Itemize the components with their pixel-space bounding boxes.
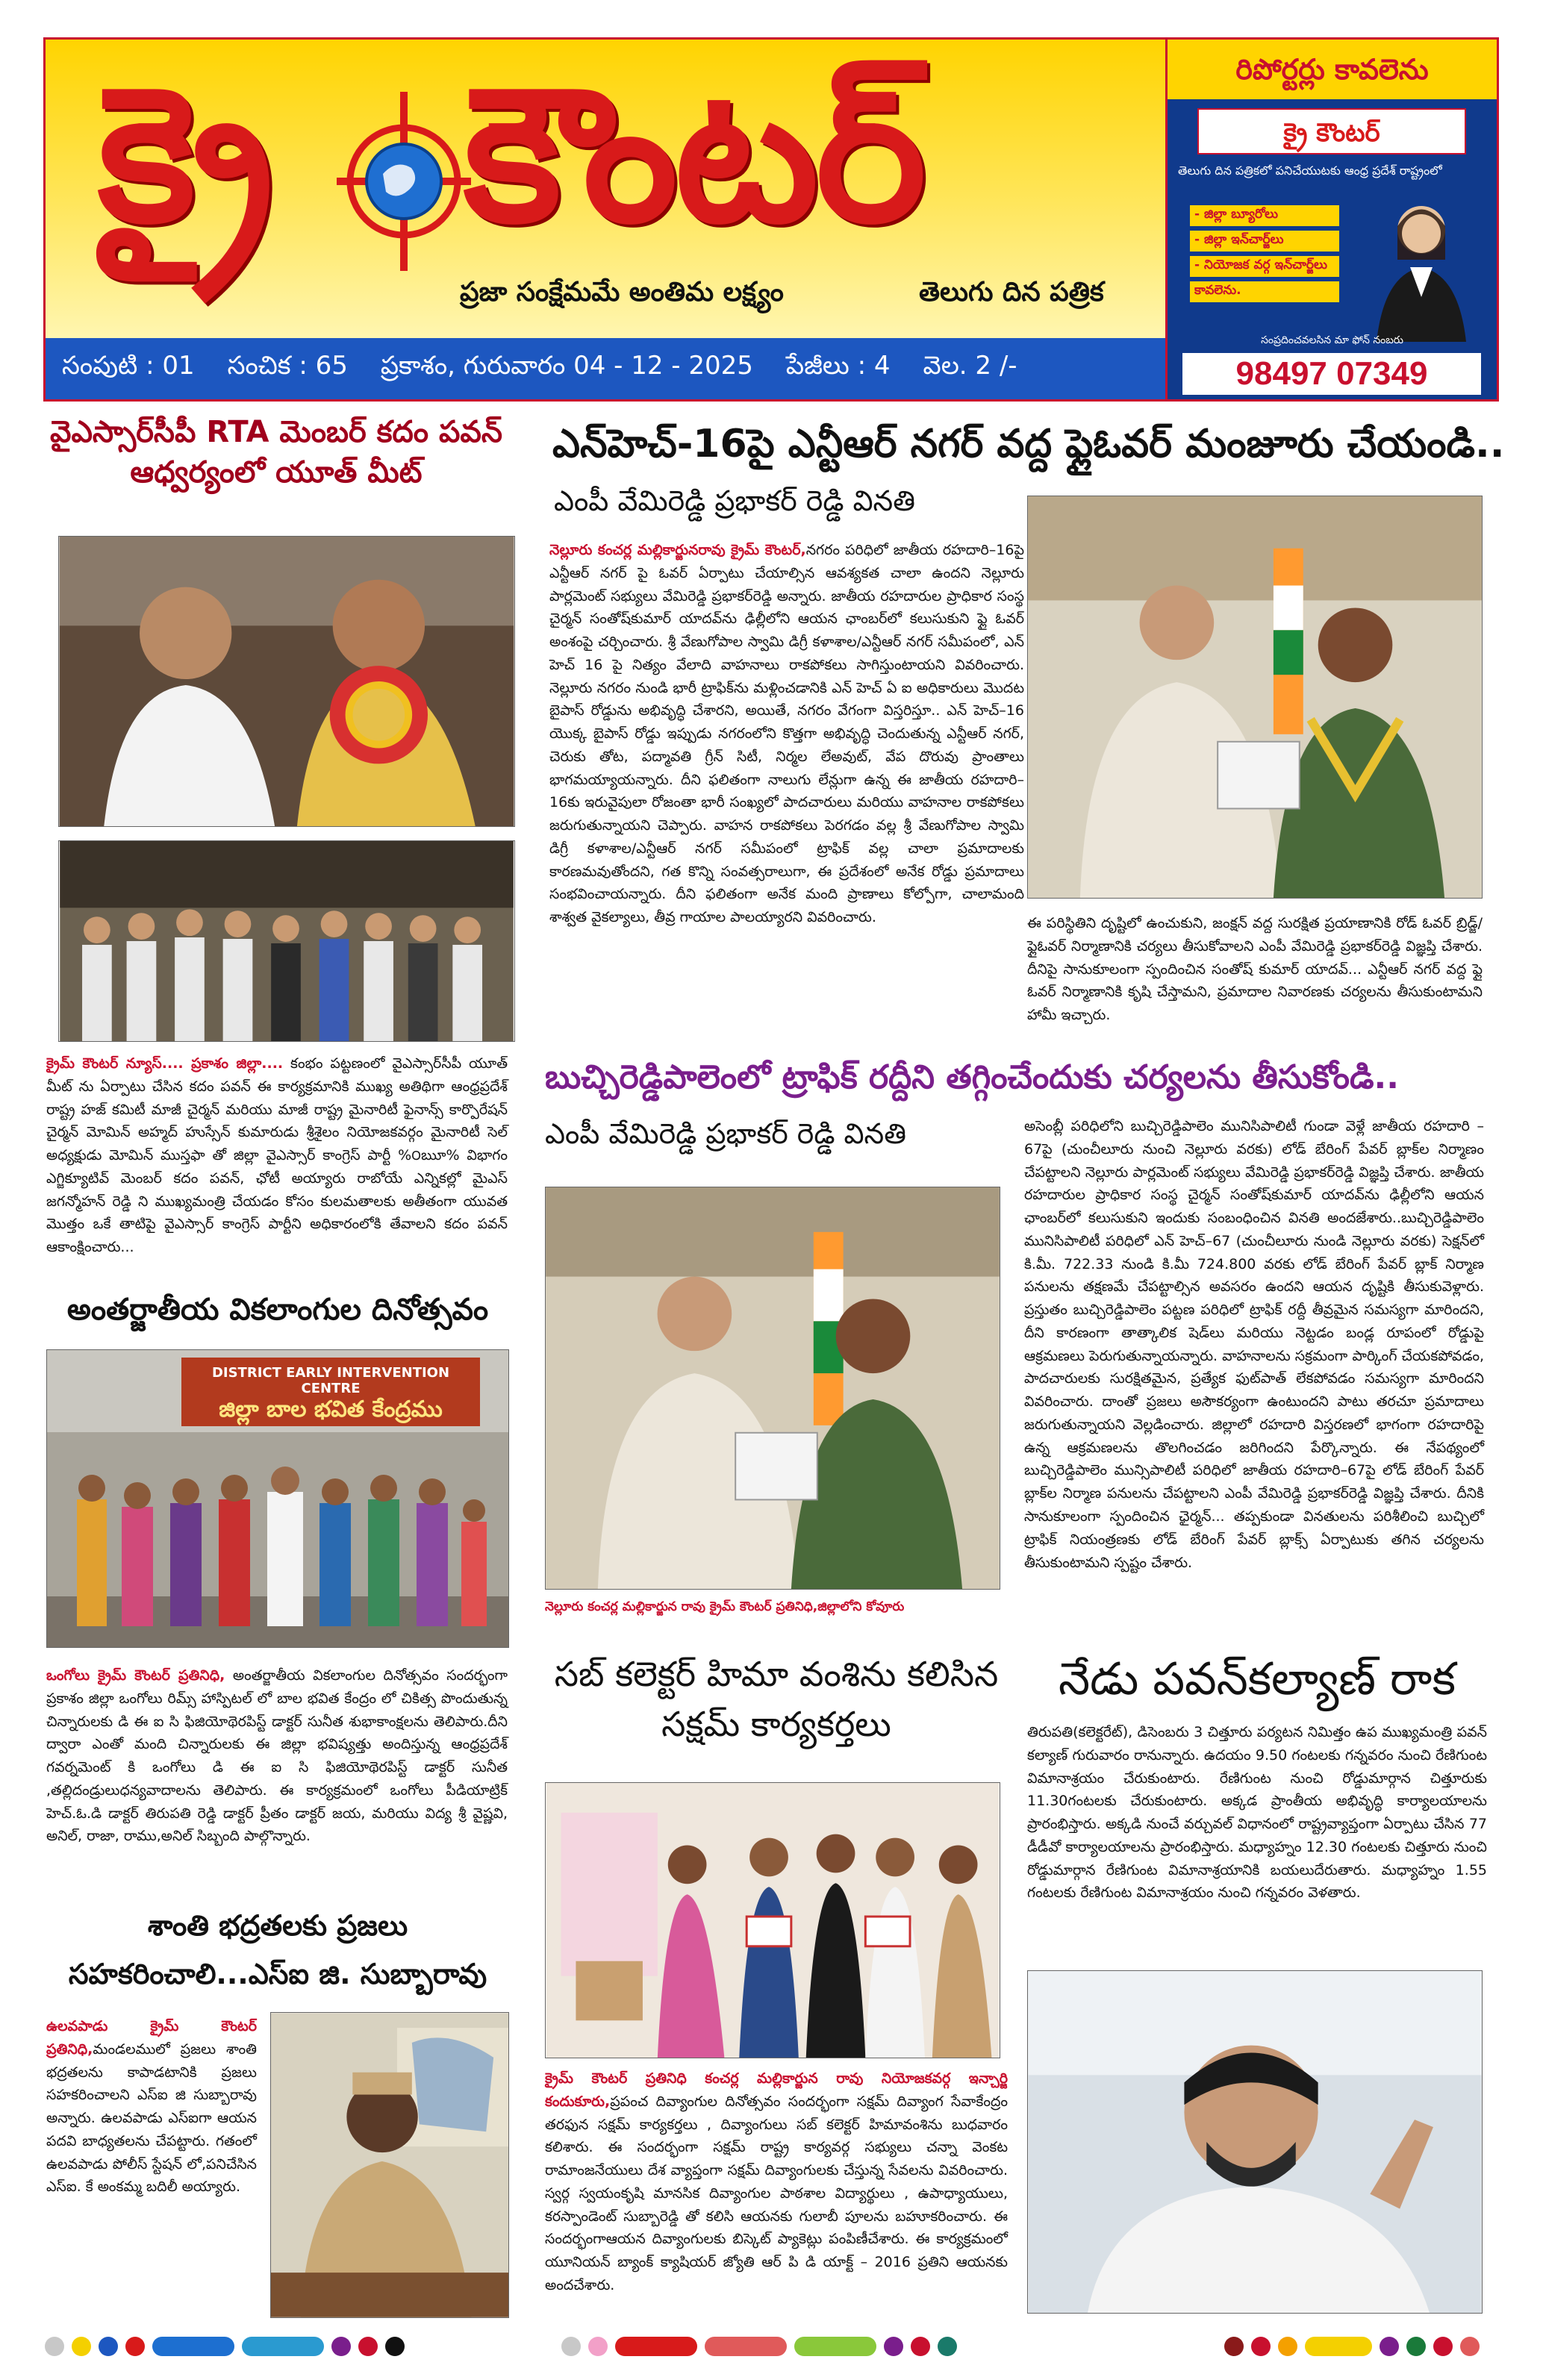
color-bar — [794, 2337, 876, 2356]
disability-dateline: ఒంగోలు క్రైమ్ కౌంటర్ ప్రతినిధి, — [46, 1667, 225, 1684]
rta-dateline: క్రైమ్ కౌంటర్ న్యూస్.... ప్రకాశం జిల్లా.... — [46, 1055, 284, 1072]
buchi-caption-text: నెల్లూరు కంచర్ల మల్లికార్జున రావు క్రైమ్ కౌంటర్ ప్రతినిధి,జిల్లాలోని కోవూరు — [545, 1599, 905, 1614]
board-english-text: DISTRICT EARLY INTERVENTION CENTRE — [211, 1365, 450, 1396]
reporters-wanted-ad — [1165, 40, 1497, 399]
flyover-side-text: ఈ పరిస్థితిని దృష్టిలో ఉంచుకుని, జంక్షన్ వద్ద సురక్షిత ప్రయాణానికి రోడ్ ఓవర్ బ్రిడ్జ్/ఫ్లైఓవర్ నిర్మాణానికి చర్యలు తీసుకోవాలని ఎంపీ వేమిరెడ్డి ప్రభాకర్‌రెడ్డి విజ్ఞప్తి చేశారు. దీనిపై సానుకూలంగా స్పందించిన సంతోష్ కుమార్ యాదవ్... ఎన్టీఆర్ నగర్ వద్ద ఫ్లై ఓవర్ నిర్మాణానికి కృషి చేస్తామని, ప్రమాదాల నివారణకు చర్యలను తీసుకుంటామని హామీ ఇచ్చారు. — [1027, 915, 1483, 1024]
buchi-photo — [545, 1187, 1000, 1590]
color-dot — [588, 2337, 608, 2356]
issue-price: వెల. 2 /- — [923, 351, 1017, 381]
disability-body — [46, 1664, 508, 1848]
ad-position-item: - జిల్లా ఇన్‌చార్జ్‌లు — [1190, 231, 1339, 252]
buchi-body: అసెంబ్లీ పరిధిలోని బుచ్చిరెడ్డిపాలెం మునిసిపాలిటీ గుండా వెళ్లే జాతీయ రహదారి –67పై (చుంచీలూరు నుంచి నెల్లూరు వరకు) లోడ్ బేరింగ్ పేవర్ బ్లాక్‌ల నిర్మాణం చేపట్టాలని నెల్లూరు పార్లమెంట్ సభ్యులు వేమిరెడ్డి ప్రభాకర్‌రెడ్డి విజ్ఞప్తి చేశారు. జాతీయ రహదారుల ప్రాధికార సంస్థ చైర్మన్ సంతోష్‌కుమార్ యాదవ్‌ను ఢిల్లీలోని ఆయన ఛాంబర్‌లో కలుసుకుని ఇందుకు సంబంధించిన వినతి అందజేశారు..బుచ్చిరెడ్డిపాలెం మునిసిపాలిటీ పరిధిలో ఎన్ హెచ్–67 (చుంచీలూరు నుండి నెల్లూరు వరకు) సెక్షన్‌లో కి.మీ. 722.33 నుండి కి.మీ 724.800 వరకు లోడ్ బేరింగ్ పేవర్ బ్లాక్ నిర్మాణ పనులను తక్షణమే చేపట్టాల్సిన అవసరం ఉందని ఆయన దృష్టికి తీసుకువెళ్లారు. ప్రస్తుతం బుచ్చిరెడ్డిపాలెం పట్టణ పరిధిలో ట్రాఫిక్ రద్దీ తీవ్రమైన సమస్యగా మారిందని, దీని కారణంగా తాత్కాలిక షెడ్‌లు మరియు నెట్టడం బండ్ల రూపంలో రోడ్డుపై ఆక్రమణలు పెరుగుతున్నాయన్నారు. వాహనాలను సక్రమంగా పార్కింగ్ చేయకపోవడం, పాదచారులకు సురక్షితమైన, ప్రత్యేక ఫుట్‌పాత్ లేకపోవడం సమస్యగా మారిందని వివరించారు. దాంతో ప్రజలు అసౌకర్యంగా ఉంటుందని పాటు తరచూ ప్రమాదాలు జరుగుతున్నాయని వెల్లడించారు. జిల్లాలో రహదారి విస్తరణలో భాగంగా రహదారిపై ఉన్న ఆక్రమణలను తొలగించడం జరిగిందని పేర్కొన్నారు. ఈ నేపథ్యంలో బుచ్చిరెడ్డిపాలెం మున్సిపాలిటీ పరిధిలో జాతీయ రహదారి–67పై లోడ్ బేరింగ్ పేవర్ బ్లాక్‌ల నిర్మాణ పనులను చేపట్టాలని ఎంపీ వేమిరెడ్డి ప్రభాకర్‌రెడ్డి విజ్ఞప్తి చేశారు. దీనికి సానుకూలంగా స్పందించిన ఛైర్మన్... తప్పకుండా వినతులను పరిశీలించి బుచ్చిలో ట్రాఫిక్ నియంత్రణకు లోడ్ బేరింగ్ పేవర్ బ్లాక్స్ ఏర్పాటుకు తగిన చర్యలను తీసుకుంటామని స్పష్టం చేశారు. — [1024, 1118, 1484, 1571]
crosshair-globe-icon — [337, 92, 471, 271]
color-dot — [125, 2337, 145, 2356]
ad-description: తెలుగు దిన పత్రికలో పనిచేయుటకు ఆంధ్ర ప్రదేశ్ రాష్ట్రంలో — [1178, 163, 1442, 178]
issue-info-bar — [46, 338, 1165, 399]
color-dot — [1460, 2337, 1480, 2356]
color-dot — [385, 2337, 405, 2356]
footer-color-strip-right — [1224, 2336, 1480, 2357]
buchi-subhead: ఎంపీ వేమిరెడ్డి ప్రభాకర్ రెడ్డి వినతి — [545, 1117, 906, 1150]
sub-collector-dateline: క్రైమ్ కౌంటర్ ప్రతినిధి కంచర్ల మల్లికార్జున రావు నియోజకవర్గ ఇన్చార్జి కందుకూరు, — [545, 2070, 1008, 2110]
color-dot — [331, 2337, 351, 2356]
ad-heading: రిపోర్టర్లు కావలెను — [1168, 40, 1497, 99]
intervention-centre-board — [181, 1358, 480, 1426]
buchi-headline: బుచ్చిరెడ్డిపాలెంలో ట్రాఫిక్ రద్దీని తగ్గించేందుకు చర్యలను తీసుకోండి.. — [545, 1058, 1399, 1096]
color-dot — [99, 2337, 118, 2356]
masthead — [43, 37, 1499, 402]
issue-number: సంచిక : 65 — [227, 351, 348, 381]
ad-logo: క్రై కౌంటర్ — [1197, 108, 1466, 154]
color-dot — [1251, 2337, 1271, 2356]
ad-positions-list — [1190, 205, 1339, 307]
pawan-photo — [1027, 1970, 1483, 2314]
group-of-people-illustration — [47, 1432, 509, 1648]
buchi-photo-caption — [545, 1597, 1008, 1618]
rta-body — [46, 1052, 508, 1259]
color-dot — [884, 2337, 903, 2356]
pawan-dateline: తిరుపతి(కలెక్టరేట్), — [1027, 1724, 1133, 1740]
color-dot — [1380, 2337, 1399, 2356]
pawan-body — [1027, 1721, 1487, 1905]
pawan-text: డిసెంబరు 3 చిత్తూరు పర్యటన నిమిత్తం ఉప ముఖ్యమంత్రి పవన్ కల్యాణ్ గురువారం రానున్నారు. ఉదయం 9.50 గంటలకు గన్నవరం నుంచి రేణిగుంట విమానాశ్రయం చేరుకుంటారు. రేణిగుంట నుంచి రోడ్డుమార్గాన చిత్తూరుకు 11.30గంటలకు చేరుకుంటారు. అక్కడ ప్రాంతీయ అభివృద్ధి కార్యాలయాలను ప్రారంభిస్తారు. అక్కడి నుంచే వర్చువల్ విధానంలో రాష్ట్రవ్యాప్తంగా ఏర్పాటు చేసిన 77 డీడీవో కార్యాలయాలను ప్రారంభిస్తారు. మధ్యాహ్నం 12.30 గంటలకు చిత్తూరు నుంచి రోడ్డుమార్గాన రేణిగుంట విమానాశ్రయానికి బయలుదేరుతారు. మధ్యాహ్నం 1.55 గంటలకు రేణిగుంట విమానాశ్రయం నుంచి గన్నవరం వెళతారు. — [1027, 1724, 1487, 1902]
color-bar — [705, 2337, 787, 2356]
flyover-body — [549, 539, 1024, 929]
issue-date: ప్రకాశం, గురువారం 04 - 12 - 2025 — [380, 351, 753, 381]
logo-text-counter: కౌంటర్ — [464, 46, 923, 263]
color-dot — [358, 2337, 378, 2356]
sub-collector-headline: సబ్ కలెక్టర్ హిమా వంశిను కలిసిన సక్షమ్ కార్యకర్తలు — [554, 1654, 999, 1744]
ad-contact-label: సంప్రదించవలసిన మా ఫోన్ నంబరు — [1261, 334, 1403, 346]
masthead-tagline: ప్రజా సంక్షేమమే అంతిమ లక్ష్యం — [460, 277, 784, 307]
si-headline: శాంతి భద్రతలకు ప్రజలు సహకరించాలి...ఎస్ఐ జి. సుబ్బారావు — [68, 1909, 487, 1990]
sub-collector-text: ప్రపంచ దివ్యాంగుల దినోత్సవం సందర్భంగా సక్షమ్ దివ్యాంగ సేవాకేంద్రం తరఫున సక్షమ్ కార్యకర్తలు , దివ్యాంగులు సబ్ కలెక్టర్ హిమావంశిను బుధవారం కలిశారు. ఈ సందర్భంగా సక్షమ్ రాష్ట్ర కార్యవర్గ సభ్యులు చన్నా వెంకట రామాంజనేయులు దేశ వ్యాప్తంగా సక్షమ్ దివ్యాంగులకు చేస్తున్న సేవలను వివరించారు. స్వర్గ స్వయంకృషి మానసిక దివ్యాంగుల పాఠశాల విద్యార్థులు , ఉపాధ్యాయులు, కరస్పాండెంట్ సుబ్బారెడ్డి తో కలిసి ఆయనకు గులాబీ పూలను బహూకరించారు. ఈ సందర్భంగాఆయన దివ్యాంగులకు బిస్కెట్ ప్యాకెట్లు పంపిణీచేశారు. ఈ కార్యక్రమంలో యూనియన్ బ్యాంక్ క్యాషియర్ జ్యోతి ఆర్ పి డి యాక్ట్ – 2016 ప్రతిని ఆయనకు అందచేశారు. — [545, 2093, 1008, 2293]
si-text: మండలములో ప్రజలు శాంతి భద్రతలను కాపాడటానికి ప్రజలు సహకరించాలని ఎస్ఐ జి సుబ్బారావు అన్నారు. ఉలవపాడు ఎస్ఐగా ఆయన పదవి బాధ్యతలను చేపట్టారు. గతంలో ఉలవపాడు పోలీస్ స్టేషన్ లో,పనిచేసిన ఎస్ఐ. కే అంకమ్మ బదిలీ అయ్యారు. — [46, 2040, 257, 2196]
sub-collector-photo — [545, 1782, 1000, 2058]
rta-headline: వైఎస్సార్‌సీపీ RTA మెంబర్ కదం పవన్ ఆధ్వర్యంలో యూత్ మీట్ — [50, 415, 502, 490]
issue-volume: సంపుటి : 01 — [62, 351, 195, 381]
flyover-subhead: ఎంపీ వేమిరెడ్డి ప్రభాకర్ రెడ్డి వినతి — [554, 484, 915, 517]
footer-color-strip-left — [45, 2336, 405, 2357]
color-dot — [72, 2337, 91, 2356]
si-photo — [270, 2012, 509, 2318]
disability-text: అంతర్జాతీయ వికలాంగుల దినోత్సవం సందర్భంగా ప్రకాశం జిల్లా ఒంగోలు రిమ్స్ హాస్పిటల్ లో బాల భవిత కేంద్రం లో చికిత్స పొందుతున్న చిన్నారులకు డి ఈ ఐ సి ఫిజియోథెరపిస్ట్ డాక్టర్ సునీత శుభాకాంక్షలను తెలిపారు.దీని ద్వారా ఎంతో మంది చిన్నారులకు ఈ జిల్లా భవిష్యత్తు అందిస్తున్న ఆంధ్రప్రదేశ్ గవర్నమెంట్ కి ఒంగోలు డి ఈ ఐ సి ఫిజియోథెరపిస్ట్ డాక్టర్ సునీత ,తల్లిదండ్రులుధన్యవాదాలను తెలిపారు. ఈ కార్యక్రమంలో ఒంగోలు పీడియాట్రిక్ హెచ్.ఓ.డి డాక్టర్ తిరుపతి రెడ్డి డాక్టర్ ప్రీతం డాక్టర్ జయ, మరియు విద్య శ్రీ వైష్ణవి, అనిల్, రాజా, రాము,అనిల్ సిబ్బంది పాల్గొన్నారు. — [46, 1667, 508, 1845]
color-dot — [1278, 2337, 1297, 2356]
board-telugu-text: జిల్లా బాల భవిత కేంద్రము — [219, 1396, 443, 1422]
si-body — [46, 2015, 257, 2199]
color-dot — [561, 2337, 581, 2356]
flyover-headline: ఎన్‌హెచ్-16పై ఎన్టీఆర్ నగర్ వద్ద ఫ్లైఓవర్ మంజూరు చేయండి.. — [552, 422, 1505, 466]
color-dot — [1433, 2337, 1453, 2356]
color-dot — [1406, 2337, 1426, 2356]
issue-pages: పేజీలు : 4 — [785, 351, 891, 381]
flyover-dateline: నెల్లూరు కంచర్ల మల్లికార్జునరావు క్రైమ్ కౌంటర్, — [549, 542, 806, 558]
disability-headline: అంతర్జాతీయ వికలాంగుల దినోత్సవం — [66, 1293, 489, 1327]
pawan-headline: నేడు పవన్‌కల్యాణ్ రాక — [1058, 1653, 1456, 1705]
flyover-text: నగరం పరిధిలో జాతీయ రహదారి–16పై ఎన్టీఆర్ నగర్ పై ఓవర్ ఏర్పాటు చేయాల్సిన ఆవశ్యకత చాలా ఉందని నెల్లూరు పార్లమెంట్ సభ్యులు వేమిరెడ్డి ప్రభాకర్‌రెడ్డి అన్నారు. జాతీయ రహదారుల ప్రాధికార సంస్థ చైర్మన్ సంతోష్‌కుమార్ యాదవ్‌ను ఢిల్లీలోని ఆయన ఛాంబర్‌లో కలుసుకుని ఫ్లై ఓవర్ అంశంపై చర్చించారు. శ్రీ వేణుగోపాల స్వామి డిగ్రీ కళాశాల/ఎన్టీఆర్ నగర్ సమీపంలో, ఎన్ హెచ్ 16 పై నిత్యం వేలాది వాహనాలు రాకపోకలు సాగిస్తుంటాయని వివరించారు. నెల్లూరు నగరం నుండి భారీ ట్రాఫిక్‌ను మళ్లించడానికి ఎన్ హెచ్ ఏ ఐ అధికారులు మొదట బైపాస్ రోడ్డును అభివృద్ధి చేశారని, అయితే, నగరం వేగంగా విస్తరిస్తూ.. ఎన్ హెచ్–16 యొక్క బైపాస్ రోడ్డు ఇప్పుడు నగరంలోని కొత్తగా అభివృద్ధి చెందుతున్న ఎన్టీఆర్ నగర్, చెరుకు తోట, పద్మావతి గ్రీన్ సిటీ, నిర్మల లేఅవుట్, వేప దొరువు ప్రాంతాలు భాగమయ్యాయన్నారు. దీని ఫలితంగా నాలుగు లేన్లుగా ఉన్న ఈ జాతీయ రహదారి–16కు ఇరువైపులా రోజంతా భారీ సంఖ్యలో పాదచారులు మరియు వాహనాల రాకపోకలు జరుగుతున్నాయని చెప్పారు. వాహన రాకపోకలు పెరగడం వల్ల శ్రీ వేణుగోపాల స్వామి డిగ్రీ కళాశాల/ఎన్టీఆర్ నగర్ సమీపంలో ట్రాఫిక్ వల్ల చాలా ప్రమాదాలకు కారణమవుతోందని, గత కొన్ని సంవత్సరాలుగా, ఈ ప్రదేశంలో అనేక రోడ్డు ప్రమాదాలు సంభవించాయన్నారు. దీని ఫలితంగా అనేక మంది ప్రాణాలు కోల్పోగా, చాలామంది శాశ్వత వైకల్యాలు, తీవ్ర గాయాల పాలయ్యారని వివరించారు. — [549, 542, 1024, 926]
rta-photo-1 — [58, 536, 515, 827]
color-dot — [938, 2337, 957, 2356]
logo-area — [46, 40, 1165, 338]
flyover-photo — [1027, 496, 1483, 899]
color-dot — [45, 2337, 64, 2356]
color-bar — [615, 2337, 697, 2356]
masthead-paper-type: తెలుగు దిన పత్రిక — [919, 277, 1104, 307]
sub-collector-body — [545, 2067, 1008, 2297]
ad-phone-number: 98497 07349 — [1182, 353, 1481, 395]
color-bar — [1305, 2337, 1372, 2356]
rta-text: కంభం పట్టణంలో వైఎస్సార్‌సీపీ యూత్ మీట్ ను ఏర్పాటు చేసిన కదం పవన్ ఈ కార్యక్రమానికి ముఖ్య అతిథిగా ఆంధ్రప్రదేశ్ రాష్ట్ర హజ్ కమిటీ మాజీ చైర్మన్ మరియు మాజీ రాష్ట్ర మైనారిటీ ఫైనాన్స్ కార్పొరేషన్ చైర్మన్ మోమిన్ అహ్మద్ హుస్సేన్ కుమారుడు శ్రీశైలం నియోజకవర్గం మైనారిటీ సెల్ అధ్యక్షుడు మోమిన్ ముస్తఫా తో జిల్లా వైఎస్సార్ కాంగ్రెస్ పార్టీ %౦ౠ% విభాగం ఎగ్జిక్యూటివ్ మెంబర్ కదం పవన్, ఛోటీ అయ్యారు రాబోయే ఎన్నికల్లో మైఎస్ జగన్మోహన్ రెడ్డి ని ముఖ్యమంత్రి చేయడం కోసం కులమతాలకు అతీతంగా యువత మొత్తం ఒకే తాటిపై వైఎస్సార్ కాంగ్రెస్ పార్టీని అధికారంలోకి తేవాలని కదం పవన్ ఆకాంక్షించారు... — [46, 1055, 508, 1256]
ad-position-item: - నియోజక వర్గ ఇన్‌చార్జ్‌లు — [1190, 256, 1339, 277]
ad-position-item: కావలెను. — [1190, 281, 1339, 302]
color-dot — [1224, 2337, 1244, 2356]
disability-photo — [46, 1349, 509, 1648]
color-bar — [242, 2337, 324, 2356]
logo-text-crime: క్రై — [98, 46, 269, 263]
color-bar — [152, 2337, 234, 2356]
color-dot — [911, 2337, 930, 2356]
si-dateline: ఉలవపాడు క్రైమ్ కౌంటర్ ప్రతినిధి, — [46, 2018, 257, 2058]
rta-photo-2 — [58, 840, 515, 1042]
woman-photo-icon — [1369, 193, 1474, 342]
footer-color-strip-middle — [561, 2336, 957, 2357]
ad-position-item: - జిల్లా బ్యూరోలు — [1190, 205, 1339, 226]
